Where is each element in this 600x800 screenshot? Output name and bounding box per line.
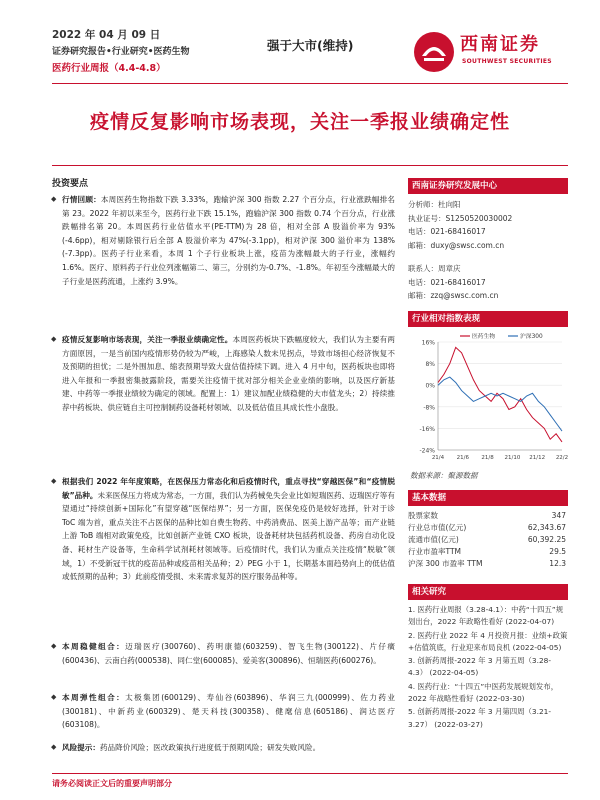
industry-rating: 强于大市(维持) [267, 38, 354, 53]
analyst-name: 分析师：杜向阳 [408, 200, 461, 209]
legend-label: 沪深300 [520, 334, 543, 340]
contact-email[interactable]: 邮箱：zzq@swsc.com.cn [408, 291, 499, 300]
x-tick-label: 22/2 [555, 455, 568, 461]
footer-disclaimer: 请务必阅读正文后的重要声明部分 [52, 779, 172, 788]
invest-heading: 投资要点 [52, 179, 89, 189]
x-tick-label: 21/4 [431, 455, 445, 461]
bullet-icon: ◆ [51, 195, 57, 203]
logo-text-en: SOUTHWEST SECURITIES [462, 58, 552, 65]
list-item[interactable]: 1. 医药行业周报（3.28-4.1）：中药“十四五”规划出台，2022 年政略性看好 (2022-04-07) [408, 605, 564, 627]
x-tick-label: 21/6 [456, 455, 469, 461]
bullet-icon: ◆ [51, 743, 57, 751]
report-date: 2022 年 04 月 09 日 [52, 29, 161, 41]
bullet-icon: ◆ [51, 477, 57, 485]
list-item[interactable]: 2. 医药行业 2022 年 4 月投资月报：业绩+政策+估值筑底，行业迎来布局良机 (2022-04-05) [408, 630, 568, 652]
performance-chart [408, 330, 568, 468]
company-logo [410, 28, 570, 78]
list-item[interactable]: 3. 创新药周报-2022 年 3 月第五周（3.28-4.3） (2022-04-05) [408, 656, 552, 678]
analyst-email[interactable]: 邮箱：duxy@swsc.com.cn [408, 240, 505, 250]
analyst-license: 执业证号：S1250520030002 [408, 213, 513, 223]
table-row: 沪深 300 市盈率 TTM 12.3 [408, 559, 566, 568]
analyst-info [408, 198, 568, 303]
related-research-heading: 相关研究 [408, 584, 568, 600]
x-tick-label: 21/12 [529, 455, 546, 461]
title-divider [52, 165, 568, 166]
footer-divider [52, 773, 568, 774]
paragraph-focus: ◆ 疫情反复影响市场表现，关注一季报业绩确定性。本周医药板块下跌幅度较大，我们认为主要有两方面原因，一是当前国内疫情形势仍较为严峻，上海感染人数未见拐点，导致市场担心经济恢复不及预期的担忧；二是外围加息、缩表预期导致大盘估值持续下调。进入 4 月中旬，医药板块也即将进入年报和一季报密集披露阶段，需要关注疫情干扰对部分相关企业业绩的影响，以及医疗新基建、中药等一季报业绩较为确定的领域。配置上：1）建议加配业绩稳健的大市值龙头；2）持续推荐中药板块、供应链自主可控制制药设备耗材领域、以及低估值且具成长性小盘股。 [51, 335, 395, 412]
report-category: 证券研究报告•行业研究•医药生物 [52, 47, 190, 57]
bullet-icon: ◆ [51, 642, 57, 650]
paragraph-stable-portfolio: ◆ 本周稳健组合：迈瑞医疗(300760)、药明康德(603259)、智飞生物(300122)、片仔癀(600436)、云南白药(000538)、同仁堂(600085)、爱美客(300896)、恒瑞医药(600276)。 [51, 642, 395, 665]
related-research-list [408, 604, 568, 732]
x-tick-label: 21/10 [504, 455, 521, 461]
report-series: 医药行业周报（4.4-4.8） [52, 63, 166, 74]
paragraph-market-review: ◆ 行情回顾：本周医药生物指数下跌 3.33%，跑输沪深 300 指数 2.27 个百分点，行业涨跌幅排名第 23。2022 年初以来至今，医药行业下跌 15.1%，跑输沪深 300 指数 0.74 个百分点，行业涨跌幅排名第 20。本周医药行业估值水平(PE-TTM)为 28 倍，相对全部 A 股溢价率为 93%(-4.6pp)，相对剔除银行后全部 A 股溢价率为 47%(-3.1pp)，相对沪深 300 溢价率为 138%(-7.3pp)。医药子行业来看，本周 1 个子行业板块上涨，疫苗为涨幅最大的子行业，涨幅约 1.6%。医疗、原料药子行业位列涨幅第二、第三，分别约为-0.7%、-1.8%。年初至今涨幅最大的子行业是医药流通，上涨约 3.9%。 [51, 195, 396, 286]
y-tick-label: 16% [421, 339, 435, 347]
header-divider [52, 83, 568, 84]
y-tick-label: -24% [419, 447, 435, 455]
x-tick-label: 21/8 [481, 455, 494, 461]
chart-source: 数据来源：聚源数据 [410, 471, 478, 480]
table-row: 行业市盈率TTM 29.5 [408, 547, 566, 556]
page-title: 疫情反复影响市场表现，关注一季报业绩确定性 [89, 111, 510, 133]
bullet-icon: ◆ [51, 693, 57, 701]
research-center-heading: 西南证券研究发展中心 [408, 178, 568, 194]
basic-data-table [408, 510, 566, 570]
logo-emblem-icon [412, 30, 456, 74]
y-tick-label: -16% [419, 425, 435, 433]
table-row: 行业总市值(亿元) 62,343.67 [408, 523, 566, 532]
contact-phone: 电话：021-68416017 [408, 277, 486, 287]
paragraph-elastic-portfolio: ◆ 本周弹性组合：太极集团(600129)、寿仙谷(603896)、华润三九(000999)、佐力药业(300181)、中新药业(600329)、楚天科技(300358)、健麾信息(605186)、润达医疗(603108)。 [51, 693, 395, 730]
chart-svg [408, 330, 568, 468]
y-tick-label: -8% [423, 404, 435, 412]
chart-heading: 行业相对指数表现 [408, 311, 568, 327]
y-tick-label: 8% [425, 361, 435, 369]
table-row: 股票家数 347 [408, 511, 566, 520]
contact-name: 联系人：周章庆 [408, 264, 461, 273]
list-item[interactable]: 4. 医药行业：“十四五”中医药发展规划发布，2022 年战略性看好 (2022-03-30) [408, 681, 559, 704]
legend-label: 医药生物 [472, 334, 496, 340]
analyst-phone: 电话：021-68416017 [408, 227, 486, 236]
table-row: 流通市值(亿元) 60,392.25 [408, 535, 566, 544]
y-tick-label: 0% [425, 382, 435, 390]
list-item[interactable]: 5. 创新药周报-2022 年 3 月第四周（3.21-3.27） (2022-03-27) [408, 707, 552, 729]
basic-data-heading: 基本数据 [408, 490, 568, 506]
logo-text-cn: 西南证券 [460, 34, 540, 55]
paragraph-risk: ◆ 风险提示：药品降价风险；医改政策执行进度低于预期风险；研发失败风险。 [52, 741, 395, 755]
bullet-icon: ◆ [51, 335, 57, 343]
paragraph-strategy: ◆ 根据我们 2022 年年度策略，在医保压力常态化和后疫情时代，重点寻找“穿越医保”和“疫情脱敏”品种。未来医保压力将成为常态，一方面，我们认为药械免失会业比如短瑞医药、迈瑞医疗等有望通过“持续创新+国际化”有望穿越“医保结界”；另一方面，医保免疫仍是较好选择，针对于诊 ToC 端为首，重点关注不占医保的品种比如自费生物药、中药消费品、医美上游产品等；而产业链上游 ToB 端相对政策免疫，比如创新产业链 CXO 板块，设备耗材块包括药机设备、药房自动化设备、耗材生产设备等，生命科学试剂耗材领域等。后疫情时代，我们认为重点关注疫情“脱敏”领域，1）不受新冠干扰的疫苗品种或疫苗相关品种；2）PEG 小于 1，长期基本面趋势向上的低估值或低预期的品种；3）此前疫情受损、未来需求复苏的医疗服务品种等。 [51, 477, 395, 582]
